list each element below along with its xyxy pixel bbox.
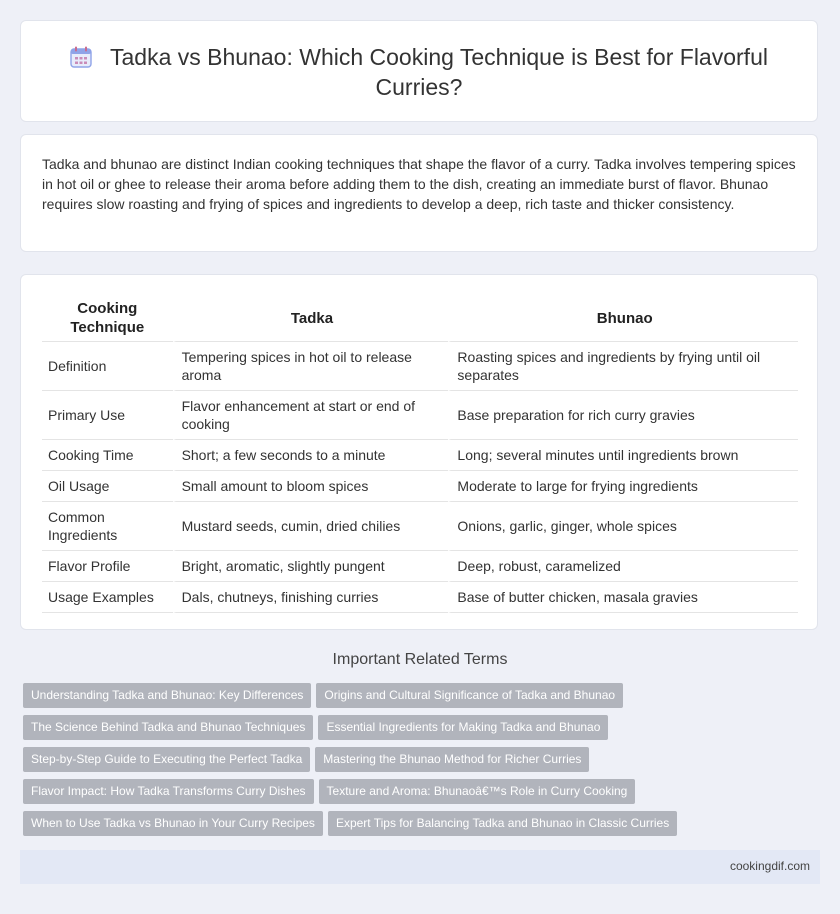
row-label: Common Ingredients [42,502,173,551]
bhunao-cell: Roasting spices and ingredients by frying until oil separates [448,342,798,391]
tadka-cell: Short; a few seconds to a minute [173,440,449,471]
tag-row [23,811,743,836]
tag-row [23,747,743,772]
tadka-cell: Mustard seeds, cumin, dried chilies [173,502,449,551]
bhunao-cell: Base preparation for rich curry gravies [448,391,798,440]
footer [20,850,820,884]
comparison-card [20,274,818,630]
related-term-link[interactable]: Flavor Impact: How Tadka Transforms Curry Dishes [23,779,314,804]
bhunao-cell: Base of butter chicken, masala gravies [448,582,798,613]
table-row [42,502,798,551]
table-row [42,582,798,613]
bhunao-cell: Long; several minutes until ingredients brown [448,440,798,471]
related-term-link[interactable]: Essential Ingredients for Making Tadka and Bhunao [318,715,608,740]
page-title: Tadka vs Bhunao: Which Cooking Technique is Best for Flavorful Curries? [110,44,768,100]
intro-card [20,134,818,252]
table-row [42,391,798,440]
tadka-cell: Small amount to bloom spices [173,471,449,502]
related-term-link[interactable]: Understanding Tadka and Bhunao: Key Differences [23,683,311,708]
tag-row [23,683,743,708]
tadka-cell: Flavor enhancement at start or end of cooking [173,391,449,440]
footer-site-link[interactable]: cookingdif.com [729,859,810,873]
row-label: Cooking Time [42,440,173,471]
table-row [42,342,798,391]
related-term-link[interactable]: Origins and Cultural Significance of Tadka and Bhunao [316,683,623,708]
header-tadka: Tadka [173,295,449,342]
header-bhunao: Bhunao [448,295,798,342]
table-header-row [42,295,798,342]
comparison-table [42,295,798,613]
row-label: Usage Examples [42,582,173,613]
title-card [20,20,818,122]
table-row [42,471,798,502]
intro-paragraph: Tadka and bhunao are distinct Indian cooking techniques that shape the flavor of a curry. Tadka involves tempering spices in hot oil or ghee to release their aroma before adding them to the dish, creating an immediate burst of flavor. Bhunao requires slow roasting and frying of spices and ingredients to develop a deep, rich taste and thicker consistency. [42,156,796,212]
tag-row [23,715,743,740]
tadka-cell: Bright, aromatic, slightly pungent [173,551,449,582]
bhunao-cell: Moderate to large for frying ingredients [448,471,798,502]
related-term-link[interactable]: Mastering the Bhunao Method for Richer Curries [315,747,589,772]
table-row [42,551,798,582]
related-terms-heading: Important Related Terms [332,651,508,668]
table-row [42,440,798,471]
related-term-link[interactable]: Expert Tips for Balancing Tadka and Bhunao in Classic Curries [328,811,677,836]
row-label: Definition [42,342,173,391]
tadka-cell: Tempering spices in hot oil to release aroma [173,342,449,391]
bhunao-cell: Deep, robust, caramelized [448,551,798,582]
related-terms-list [23,683,743,843]
row-label: Flavor Profile [42,551,173,582]
header-cooking-technique: Cooking Technique [42,295,173,342]
related-term-link[interactable]: Step-by-Step Guide to Executing the Perfect Tadka [23,747,310,772]
related-term-link[interactable]: When to Use Tadka vs Bhunao in Your Curry Recipes [23,811,323,836]
row-label: Oil Usage [42,471,173,502]
bhunao-cell: Onions, garlic, ginger, whole spices [448,502,798,551]
related-term-link[interactable]: Texture and Aroma: Bhunaoâ€™s Role in Curry Cooking [319,779,636,804]
calendar-icon [70,46,92,73]
related-term-link[interactable]: The Science Behind Tadka and Bhunao Techniques [23,715,313,740]
tag-row [23,779,743,804]
tadka-cell: Dals, chutneys, finishing curries [173,582,449,613]
row-label: Primary Use [42,391,173,440]
